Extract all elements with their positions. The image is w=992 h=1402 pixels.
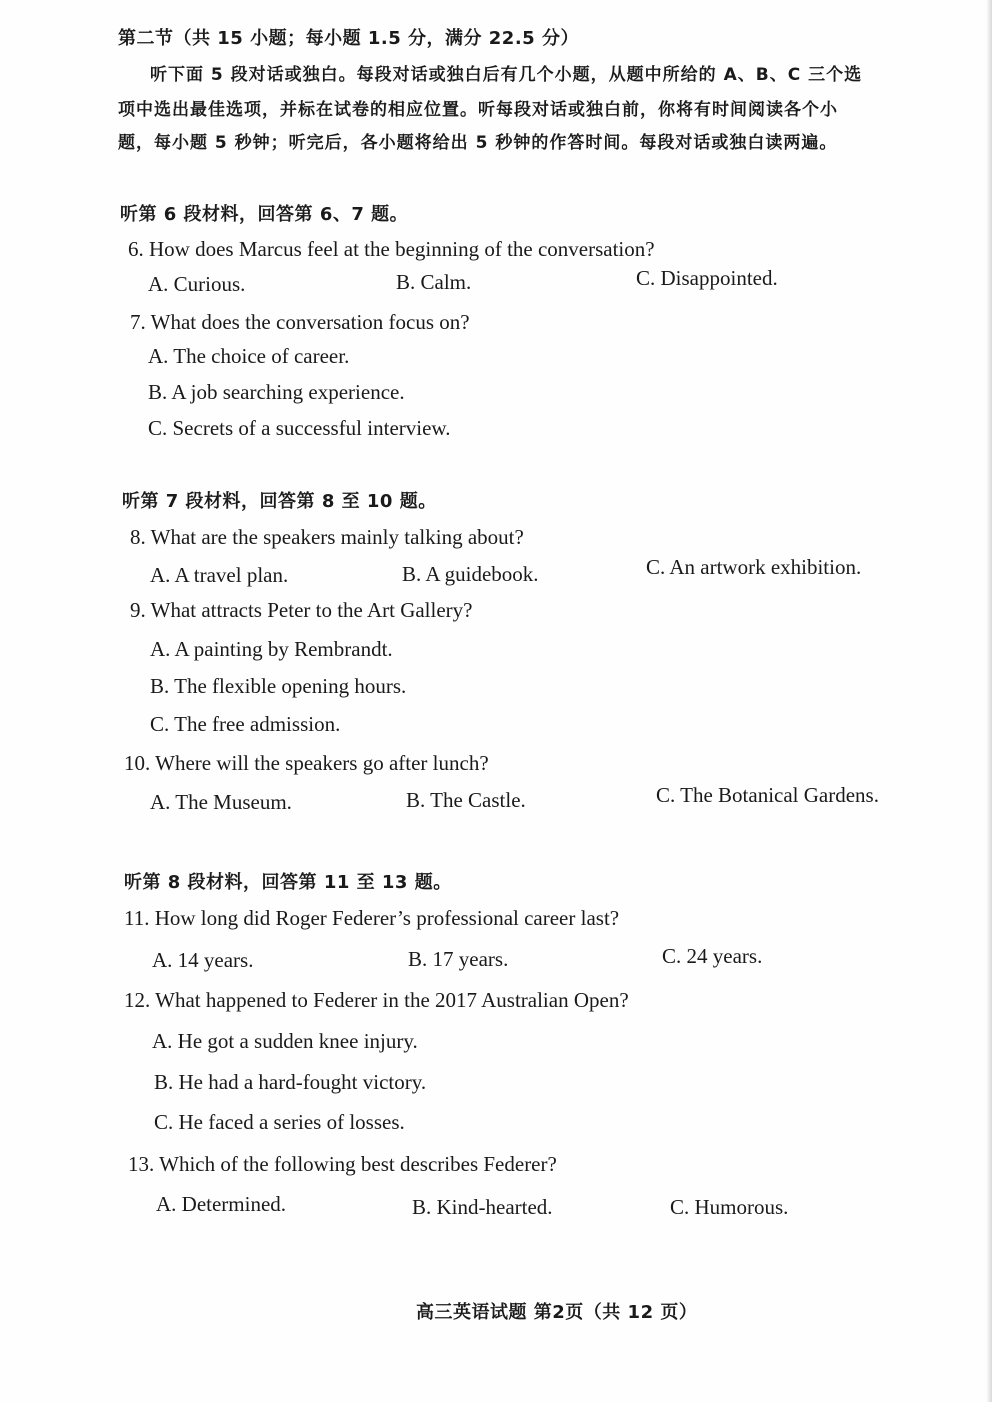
question-9-option-b: B. The flexible opening hours. bbox=[150, 674, 407, 698]
question-8-option-b: B. A guidebook. bbox=[402, 562, 539, 586]
question-6-option-c: C. Disappointed. bbox=[636, 266, 778, 290]
group-header-8: 听第 8 段材料，回答第 11 至 13 题。 bbox=[124, 872, 452, 893]
question-12-option-a: A. He got a sudden knee injury. bbox=[152, 1029, 418, 1053]
question-12-stem: 12. What happened to Federer in the 2017 Australian Open? bbox=[124, 988, 629, 1012]
question-11-stem: 11. How long did Roger Federer’s professional career last? bbox=[124, 906, 620, 930]
instruction-line-2: 项中选出最佳选项，并标在试卷的相应位置。听每段对话或独白前，你将有时间阅读各个小 bbox=[118, 100, 838, 120]
question-7-option-a: A. The choice of career. bbox=[148, 344, 350, 368]
question-7-stem: 7. What does the conversation focus on? bbox=[130, 310, 470, 334]
question-9-stem: 9. What attracts Peter to the Art Gallery? bbox=[130, 598, 473, 622]
question-10-option-c: C. The Botanical Gardens. bbox=[656, 783, 879, 807]
question-13-option-c: C. Humorous. bbox=[670, 1195, 789, 1219]
question-8-option-a: A. A travel plan. bbox=[150, 563, 289, 587]
question-13-stem: 13. Which of the following best describes Federer? bbox=[128, 1152, 557, 1176]
instruction-line-3: 题，每小题 5 秒钟；听完后，各小题将给出 5 秒钟的作答时间。每段对话或独白读两遍。 bbox=[118, 133, 838, 153]
instruction-line-1: 听下面 5 段对话或独白。每段对话或独白后有几个小题，从题中所给的 A、B、C 三个选 bbox=[150, 65, 863, 85]
question-9-option-c: C. The free admission. bbox=[150, 712, 341, 736]
group-header-7: 听第 7 段材料，回答第 8 至 10 题。 bbox=[122, 491, 437, 512]
question-13-option-a: A. Determined. bbox=[156, 1192, 287, 1216]
page-footer: 高三英语试题 第2页（共 12 页） bbox=[416, 1302, 698, 1323]
page-edge-shadow bbox=[986, 0, 992, 1402]
question-6-stem: 6. How does Marcus feel at the beginning of the conversation? bbox=[128, 237, 655, 261]
group-header-6: 听第 6 段材料，回答第 6、7 题。 bbox=[120, 204, 409, 225]
question-8-stem: 8. What are the speakers mainly talking about? bbox=[130, 525, 524, 549]
question-10-option-a: A. The Museum. bbox=[150, 790, 292, 814]
question-10-option-b: B. The Castle. bbox=[406, 788, 526, 812]
question-7-option-b: B. A job searching experience. bbox=[148, 380, 405, 404]
question-11-option-a: A. 14 years. bbox=[152, 948, 254, 972]
question-10-stem: 10. Where will the speakers go after lunch? bbox=[124, 751, 489, 775]
question-6-option-a: A. Curious. bbox=[148, 272, 246, 296]
question-12-option-c: C. He faced a series of losses. bbox=[154, 1110, 405, 1134]
question-6-option-b: B. Calm. bbox=[396, 270, 472, 294]
question-11-option-c: C. 24 years. bbox=[662, 944, 763, 968]
question-12-option-b: B. He had a hard-fought victory. bbox=[154, 1070, 427, 1094]
question-11-option-b: B. 17 years. bbox=[408, 947, 509, 971]
question-7-option-c: C. Secrets of a successful interview. bbox=[148, 416, 451, 440]
question-8-option-c: C. An artwork exhibition. bbox=[646, 555, 862, 579]
question-13-option-b: B. Kind-hearted. bbox=[412, 1195, 553, 1219]
question-9-option-a: A. A painting by Rembrandt. bbox=[150, 637, 393, 661]
section-title: 第二节（共 15 小题；每小题 1.5 分，满分 22.5 分） bbox=[118, 28, 579, 49]
